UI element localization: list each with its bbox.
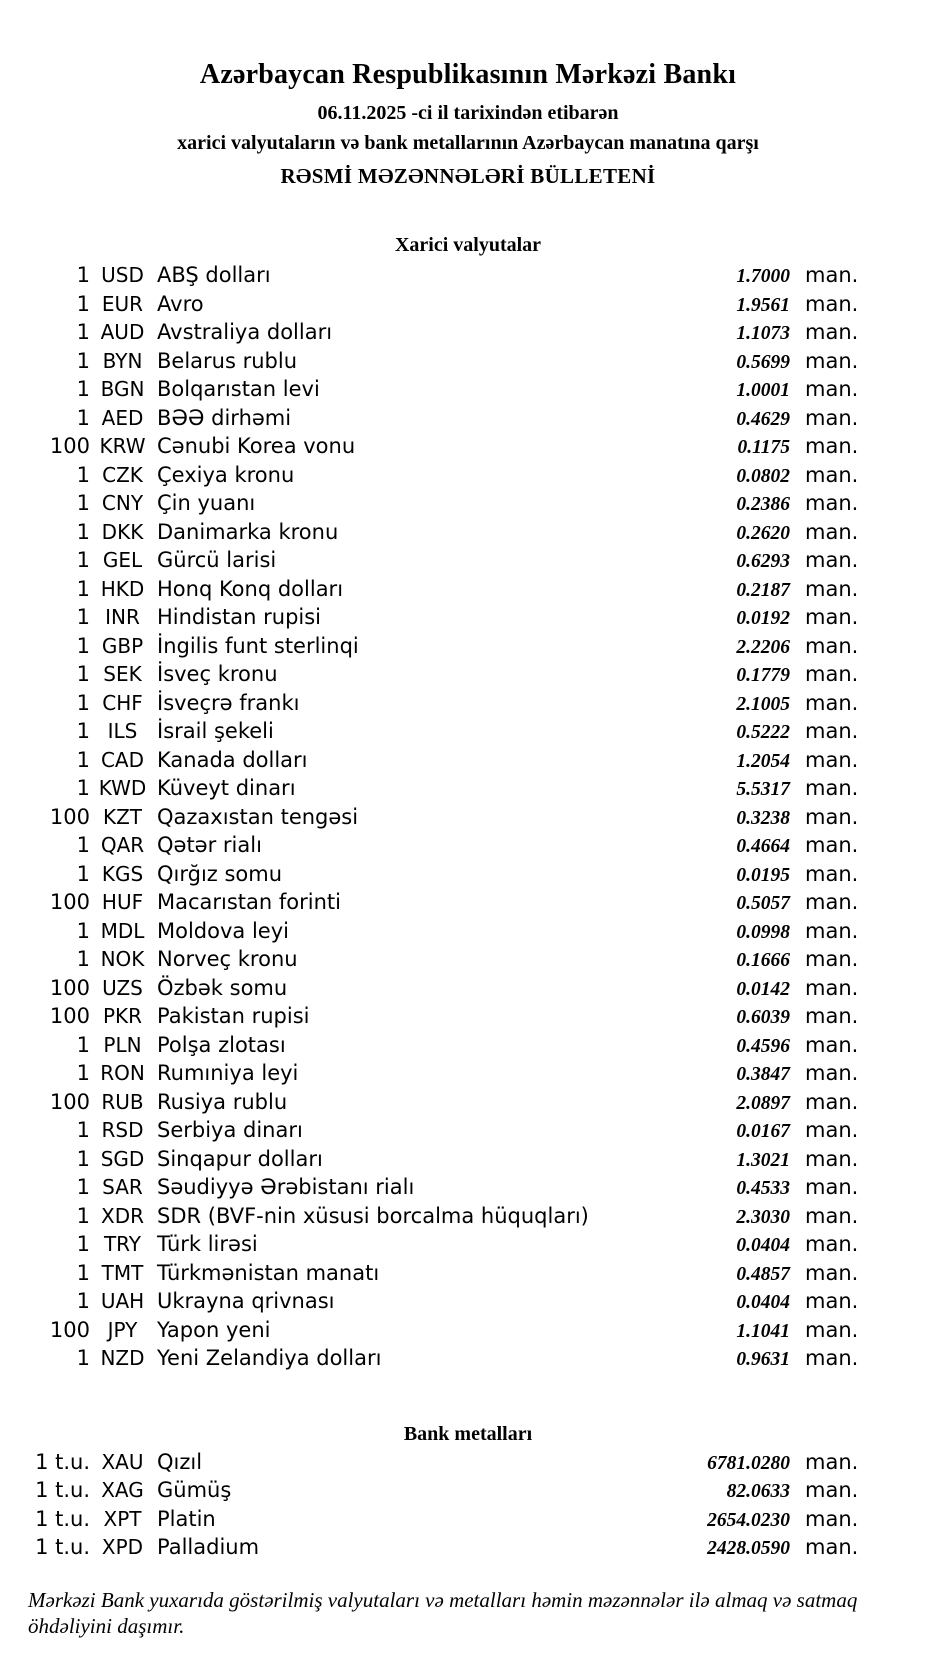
currency-rate-row [0, 291, 859, 320]
currency-code: JPY [107, 1317, 138, 1342]
currency-name: Danimarka kronu [157, 519, 339, 544]
rate-unit: man. [805, 291, 859, 316]
rate-value: 1.2054 [736, 750, 790, 772]
currency-rate-row [0, 747, 859, 776]
rate-unit: man. [805, 804, 859, 829]
rate-value: 0.0192 [736, 608, 790, 629]
rate-value: 2428.0590 [707, 1538, 790, 1559]
currency-rate-row [0, 519, 859, 548]
currency-code: MDL [100, 918, 145, 943]
rate-unit: man. [805, 861, 859, 886]
currency-code: BGN [100, 377, 145, 401]
currency-name: Rusiya rublu [157, 1089, 288, 1114]
rate-unit: man. [805, 947, 859, 971]
rate-value: 0.4629 [736, 408, 790, 430]
rate-value: 0.2386 [736, 494, 790, 515]
quantity-value: 100 [49, 1317, 90, 1342]
rate-value: 5.5317 [736, 779, 790, 800]
currency-rate-row [0, 804, 859, 833]
rate-unit: man. [805, 1089, 859, 1114]
currency-name: Qızıl [157, 1449, 203, 1474]
metals-table [0, 1449, 936, 1563]
currency-code: AUD [100, 320, 145, 344]
quantity-value: 1 [76, 1203, 90, 1228]
currency-name: Səudiyyə Ərəbistanı rialı [157, 1175, 415, 1199]
currency-code: RUB [101, 1089, 144, 1114]
currency-name: Sinqapur dolları [157, 1146, 323, 1171]
rate-unit: man. [805, 1061, 859, 1085]
currency-name: İsrail şekeli [157, 719, 274, 743]
rate-unit: man. [805, 263, 859, 287]
currency-code: HUF [101, 890, 144, 914]
currency-name: Polşa zlotası [157, 1032, 286, 1057]
rate-value: 2654.0230 [707, 1509, 790, 1531]
rate-unit: man. [805, 1032, 859, 1057]
currency-rate-row [0, 1032, 859, 1061]
currency-rate-row [0, 1089, 859, 1118]
metal-rate-row [0, 1534, 859, 1563]
currency-name: Moldova leyi [157, 918, 289, 943]
rate-value: 0.9631 [736, 1349, 790, 1370]
currency-code: RSD [101, 1118, 144, 1142]
rate-unit: man. [805, 320, 859, 344]
quantity-value: 1 [76, 576, 90, 601]
bulletin-title: RƏSMİ MƏZƏNNƏLƏRİ BÜLLETENİ [280, 164, 656, 188]
rate-unit: man. [805, 1004, 859, 1028]
currency-rate-row [0, 832, 859, 861]
quantity-value: 1 [76, 1346, 90, 1370]
currency-rate-row [0, 376, 859, 405]
metal-rate-row [0, 1449, 859, 1478]
quantity-value: 1 t.u. [35, 1535, 90, 1559]
currency-code: SAR [102, 1175, 143, 1199]
rate-value: 0.0142 [736, 978, 790, 1000]
rate-unit: man. [805, 918, 859, 943]
rate-value: 2.0897 [736, 1092, 790, 1114]
rate-value: 0.1666 [736, 950, 790, 971]
rate-value: 2.2206 [736, 636, 790, 658]
currency-code: EUR [101, 291, 144, 316]
currency-code: KWD [98, 776, 147, 800]
rate-unit: man. [805, 1317, 859, 1342]
currency-name: Cənubi Korea vonu [157, 434, 356, 458]
rate-unit: man. [805, 833, 859, 857]
quantity-value: 1 [76, 861, 90, 886]
currency-code: NZD [100, 1346, 145, 1370]
rate-unit: man. [805, 776, 859, 800]
rate-unit: man. [805, 519, 859, 544]
currency-code: TMT [101, 1260, 144, 1285]
rate-unit: man. [805, 1346, 859, 1370]
currency-rate-row [0, 1288, 859, 1317]
rate-value: 0.4664 [736, 836, 790, 857]
currency-code: KRW [99, 434, 146, 458]
currency-rate-row [0, 262, 859, 291]
currency-name: Qırğız somu [157, 861, 283, 886]
quantity-value: 1 [76, 1175, 90, 1199]
rate-value: 0.5699 [736, 351, 790, 373]
currency-code: INR [105, 605, 140, 629]
quantity-value: 1 [76, 690, 90, 715]
currency-rate-row [0, 661, 859, 690]
rate-value: 6781.0280 [707, 1452, 790, 1474]
currency-code: CZK [102, 462, 143, 487]
effective-date-line: 06.11.2025 -ci il tarixindən etibarən [317, 102, 619, 124]
currency-rate-row [0, 1317, 859, 1346]
currency-name: Kanada dolları [157, 747, 308, 772]
quantity-value: 100 [49, 1004, 90, 1028]
metals-section-heading: Bank metalları [403, 1422, 533, 1445]
quantity-value: 1 [76, 491, 90, 515]
quantity-value: 1 [76, 605, 90, 629]
rate-value: 0.0998 [736, 921, 790, 943]
rate-unit: man. [805, 605, 859, 629]
currencies-table [0, 262, 936, 1374]
currency-code: XAG [101, 1478, 144, 1502]
currency-code: USD [101, 263, 144, 287]
rate-value: 0.2620 [736, 522, 790, 544]
currency-code: GBP [101, 633, 144, 658]
rate-unit: man. [805, 1506, 859, 1531]
currency-rate-row [0, 348, 859, 377]
currency-name: Macarıstan forinti [157, 890, 341, 914]
currencies-section-heading: Xarici valyutalar [394, 234, 542, 256]
currency-rate-row [0, 946, 859, 975]
currency-rate-row [0, 1260, 859, 1289]
currency-rate-row [0, 775, 859, 804]
rate-value: 0.0404 [736, 1292, 790, 1313]
rate-value: 1.1073 [736, 323, 790, 344]
quantity-value: 1 [76, 1289, 90, 1313]
currency-rate-row [0, 1146, 859, 1175]
currency-rate-row [0, 1003, 859, 1032]
rate-unit: man. [805, 1146, 859, 1171]
currency-rate-row [0, 1231, 859, 1260]
currency-name: Bolqarıstan levi [157, 377, 320, 401]
rate-unit: man. [805, 1260, 859, 1285]
rate-unit: man. [805, 1118, 859, 1142]
currency-code: AED [101, 405, 144, 430]
metal-rate-row [0, 1506, 859, 1535]
rate-unit: man. [805, 1232, 859, 1256]
rate-unit: man. [805, 890, 859, 914]
rate-value: 1.9561 [736, 294, 790, 316]
quantity-value: 1 [76, 320, 90, 344]
rate-value: 0.6039 [736, 1007, 790, 1028]
currency-name: Gürcü larisi [157, 548, 277, 572]
rate-unit: man. [805, 747, 859, 772]
currency-code: CHF [102, 690, 143, 715]
currency-name: Ukrayna qrivnası [157, 1289, 335, 1313]
currency-name: Avro [157, 291, 204, 316]
currency-code: XAU [101, 1449, 144, 1474]
currency-rate-row [0, 1060, 859, 1089]
quantity-value: 1 [76, 1232, 90, 1256]
currency-rate-row [0, 490, 859, 519]
currency-rate-row [0, 547, 859, 576]
currency-name: Honq Konq dolları [157, 576, 344, 601]
rate-unit: man. [805, 462, 859, 487]
rate-unit: man. [805, 491, 859, 515]
currency-rate-row [0, 604, 859, 633]
currency-name: Gümüş [157, 1478, 232, 1502]
currency-rate-row [0, 975, 859, 1004]
quantity-value: 1 [76, 1032, 90, 1057]
quantity-value: 1 [76, 633, 90, 658]
currency-name: Çexiya kronu [157, 462, 295, 487]
currency-rate-row [0, 1203, 859, 1232]
disclaimer-note: Mərkəzi Bank yuxarıda göstərilmiş valyutaları və metalları həmin məzənnələr ilə almaq və satmaq öhdəliyini daşımır. [28, 1587, 858, 1638]
rate-value: 0.3847 [736, 1064, 790, 1085]
currency-name: İsveçrə frankı [157, 690, 300, 715]
currency-code: UAH [100, 1289, 145, 1313]
rate-value: 0.5222 [736, 722, 790, 743]
quantity-value: 1 [76, 747, 90, 772]
currency-code: XPT [103, 1506, 142, 1531]
currency-code: RON [100, 1061, 145, 1085]
rate-unit: man. [805, 1449, 859, 1474]
currency-rate-row [0, 319, 859, 348]
rate-value: 0.5057 [736, 893, 790, 914]
rate-value: 0.0802 [736, 465, 790, 487]
currency-rate-row [0, 861, 859, 890]
quantity-value: 1 [76, 291, 90, 316]
rate-value: 0.4857 [736, 1263, 790, 1285]
quantity-value: 1 [76, 719, 90, 743]
currency-name: Norveç kronu [157, 947, 298, 971]
currency-name: Çin yuanı [157, 491, 256, 515]
quantity-value: 1 [76, 833, 90, 857]
quantity-value: 100 [49, 890, 90, 914]
currency-code: SEK [103, 662, 142, 686]
quantity-value: 1 [76, 1146, 90, 1171]
quantity-value: 1 [76, 1260, 90, 1285]
currency-name: Qazaxıstan tengəsi [157, 804, 359, 829]
subject-line: xarici valyutaların və bank metallarının Azərbaycan manatına qarşı [177, 132, 759, 154]
rate-value: 0.4533 [736, 1178, 790, 1199]
quantity-value: 1 [76, 947, 90, 971]
currency-code: ILS [107, 719, 138, 743]
quantity-value: 100 [49, 434, 90, 458]
rate-value: 0.6293 [736, 551, 790, 572]
currency-code: XDR [101, 1203, 144, 1228]
currency-code: TRY [103, 1232, 142, 1256]
currency-code: KZT [102, 804, 143, 829]
currency-name: ABŞ dolları [157, 263, 271, 287]
currency-name: BƏƏ dirhəmi [157, 405, 292, 430]
rate-unit: man. [805, 633, 859, 658]
rate-unit: man. [805, 1535, 859, 1559]
currency-name: Yeni Zelandiya dolları [157, 1346, 382, 1370]
currency-code: PKR [102, 1004, 143, 1028]
currency-name: Palladium [157, 1535, 260, 1559]
rate-unit: man. [805, 1175, 859, 1199]
quantity-value: 100 [49, 804, 90, 829]
rate-value: 0.1175 [737, 437, 790, 458]
quantity-value: 1 [76, 348, 90, 373]
quantity-value: 1 t.u. [35, 1506, 90, 1531]
rate-unit: man. [805, 662, 859, 686]
currency-rate-row [0, 1117, 859, 1146]
currency-name: Rumıniya leyi [157, 1061, 299, 1085]
currency-rate-row [0, 433, 859, 462]
currency-code: QAR [100, 833, 145, 857]
currency-name: Platin [157, 1506, 216, 1531]
currency-rate-row [0, 576, 859, 605]
quantity-value: 1 [76, 405, 90, 430]
quantity-value: 1 [76, 662, 90, 686]
rate-unit: man. [805, 576, 859, 601]
currency-name: Qətər rialı [157, 833, 262, 857]
metal-rate-row [0, 1477, 859, 1506]
currency-name: İngilis funt sterlinqi [157, 633, 359, 658]
currency-rate-row [0, 633, 859, 662]
currency-rate-row [0, 1174, 859, 1203]
rate-value: 0.2187 [736, 579, 790, 601]
rate-unit: man. [805, 975, 859, 1000]
currency-code: GEL [102, 548, 143, 572]
currency-name: Serbiya dinarı [157, 1118, 303, 1142]
rates-bulletin-page [0, 58, 936, 1662]
rate-unit: man. [805, 377, 859, 401]
rate-unit: man. [805, 348, 859, 373]
quantity-value: 1 [76, 263, 90, 287]
rate-value: 1.0001 [736, 380, 790, 401]
currency-rate-row [0, 918, 859, 947]
currency-name: Türk lirəsi [157, 1232, 258, 1256]
rate-value: 0.3238 [736, 807, 790, 829]
quantity-value: 1 [76, 519, 90, 544]
currency-code: CNY [101, 491, 144, 515]
rate-value: 0.4596 [736, 1035, 790, 1057]
rate-value: 2.3030 [736, 1206, 790, 1228]
rate-value: 0.1779 [736, 665, 790, 686]
rate-unit: man. [805, 719, 859, 743]
quantity-value: 100 [49, 975, 90, 1000]
rate-unit: man. [805, 434, 859, 458]
currency-name: Hindistan rupisi [157, 605, 322, 629]
rate-value: 1.3021 [736, 1149, 790, 1171]
currency-name: Belarus rublu [157, 348, 298, 373]
rate-value: 1.7000 [736, 266, 790, 287]
currency-code: SGD [100, 1146, 145, 1171]
rate-unit: man. [805, 548, 859, 572]
quantity-value: 1 [76, 918, 90, 943]
currency-name: Avstraliya dolları [157, 320, 333, 344]
rate-unit: man. [805, 1203, 859, 1228]
quantity-value: 1 [76, 462, 90, 487]
quantity-value: 1 [76, 776, 90, 800]
currency-name: Yapon yeni [157, 1317, 271, 1342]
currency-code: XPD [101, 1535, 144, 1559]
currency-code: CAD [100, 747, 145, 772]
quantity-value: 1 t.u. [35, 1478, 90, 1502]
currency-code: PLN [103, 1032, 142, 1057]
rate-unit: man. [805, 1289, 859, 1313]
currency-name: Türkmənistan manatı [157, 1260, 380, 1285]
rate-value: 2.1005 [736, 693, 790, 715]
currency-rate-row [0, 718, 859, 747]
rate-value: 0.0167 [736, 1121, 790, 1142]
currency-name: Pakistan rupisi [157, 1004, 310, 1028]
rate-value: 82.0633 [726, 1481, 790, 1502]
currency-code: UZS [102, 975, 143, 1000]
rate-value: 0.0404 [736, 1235, 790, 1256]
currency-code: BYN [102, 348, 143, 373]
rate-unit: man. [805, 405, 859, 430]
currency-code: KGS [101, 861, 144, 886]
quantity-value: 1 [76, 1061, 90, 1085]
currency-name: Özbək somu [157, 975, 288, 1000]
currency-rate-row [0, 889, 859, 918]
currency-code: DKK [101, 519, 144, 544]
currency-name: SDR (BVF-nin xüsusi borcalma hüquqları) [157, 1203, 589, 1228]
currency-rate-row [0, 405, 859, 434]
quantity-value: 1 t.u. [35, 1449, 90, 1474]
quantity-value: 1 [76, 1118, 90, 1142]
quantity-value: 1 [76, 548, 90, 572]
rate-unit: man. [805, 1478, 859, 1502]
currency-name: İsveç kronu [157, 662, 278, 686]
currency-rate-row [0, 1345, 859, 1374]
currency-rate-row [0, 462, 859, 491]
currency-code: HKD [100, 576, 145, 601]
rate-value: 1.1041 [736, 1320, 790, 1342]
currency-rate-row [0, 690, 859, 719]
quantity-value: 1 [76, 377, 90, 401]
rate-unit: man. [805, 690, 859, 715]
currency-code: NOK [100, 947, 145, 971]
quantity-value: 100 [49, 1089, 90, 1114]
bank-title: Azərbaycan Respublikasının Mərkəzi Bankı [199, 59, 737, 90]
currency-name: Küveyt dinarı [157, 776, 296, 800]
rate-value: 0.0195 [736, 864, 790, 886]
